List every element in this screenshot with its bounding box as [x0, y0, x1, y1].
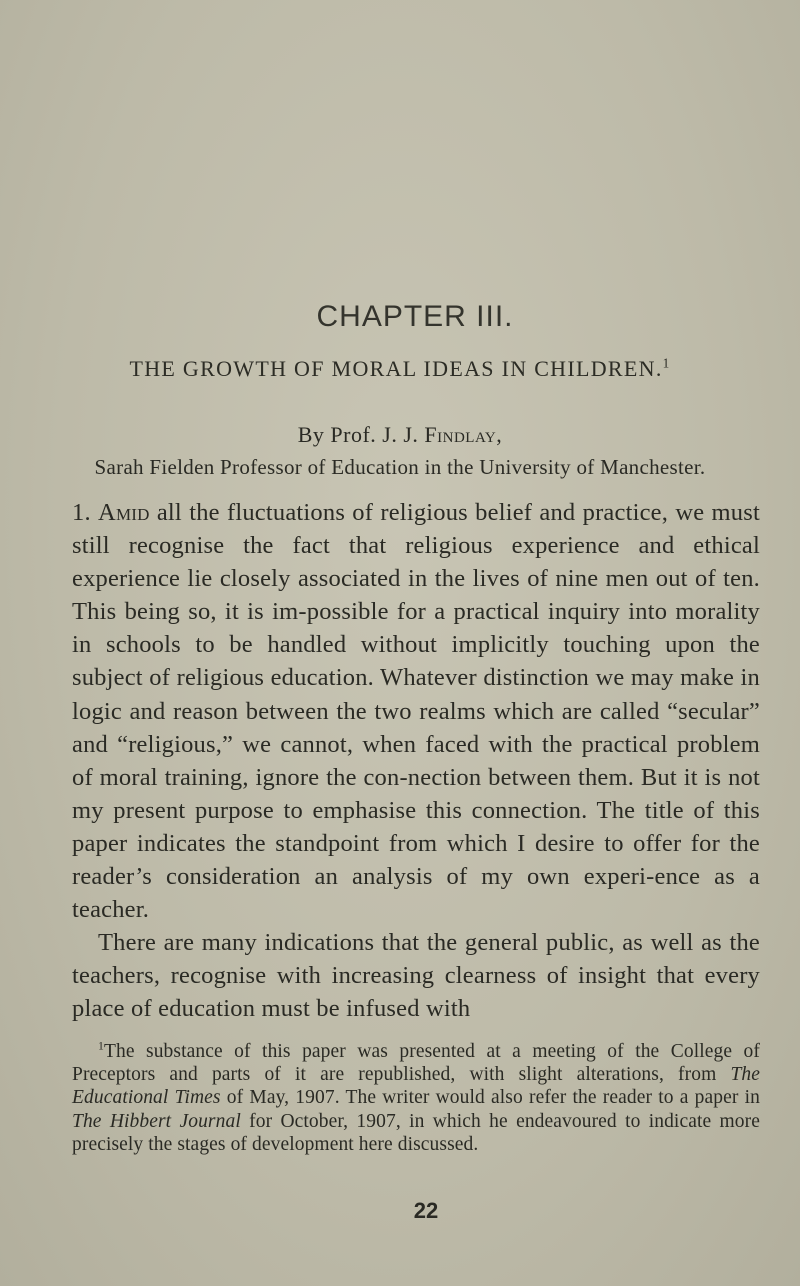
article-title — [0, 356, 800, 382]
author-prefix: By Prof. J. J. — [297, 422, 425, 447]
paragraph-1 — [72, 496, 760, 926]
paragraph-number: 1. — [72, 499, 99, 526]
body-text — [72, 496, 760, 1026]
author-affiliation: Sarah Fielden Professor of Education in the University of Manchester. — [94, 455, 706, 479]
footnote-mark: 1 — [98, 1039, 104, 1053]
paragraph-lead-word: Amid — [98, 499, 150, 526]
article-title-text: THE GROWTH OF MORAL IDEAS IN CHILDREN. — [129, 356, 663, 381]
author-name: Findlay, — [424, 422, 503, 447]
paragraph-2 — [72, 926, 760, 1025]
footnote-publication-2: The Hibbert Journal — [72, 1110, 241, 1132]
footnote — [72, 1040, 760, 1156]
footnote-text-3: for October, 1907, in which he endeavoured to indicate more precisely the stages of development here discussed. — [72, 1110, 760, 1155]
page-number: 22 — [413, 1198, 439, 1223]
author-line — [0, 422, 800, 448]
footnote-text-1: The substance of this paper was presented at a meeting of the College of Preceptors and parts of it are republished, with slight alterations, from — [72, 1041, 760, 1086]
chapter-heading: CHAPTER III. — [316, 300, 514, 333]
paragraph-1-text: all the fluctuations of religious belief and practice, we must still recognise the fact that religious experience and ethical experience lie closely associated in the lives of nine men out of ten. This being so, it is im-possible for a practical inquiry into morality in schools to be handled without implicitly touching upon the subject of religious education. Whatever distinction we may make in logic and reason between the two realms which are called “secular” and “religious,” we cannot, when faced with the practical problem of moral training, ignore the con-nection between them. But it is not my present purpose to emphasise this connection. The title of this paper indicates the standpoint from which I desire to offer for the reader’s consideration an analysis of my own experi-ence as a teacher. — [72, 499, 761, 924]
paragraph-2-text: There are many indications that the general public, as well as the teachers, recognise with increasing clearness of insight that every place of education must be infused with — [72, 929, 760, 1023]
footnote-reference: 1 — [662, 355, 671, 371]
footnote-text-2: of May, 1907. The writer would also refer the reader to a paper in — [220, 1087, 760, 1109]
footnote-publication-1: The Educational Times — [72, 1064, 760, 1109]
